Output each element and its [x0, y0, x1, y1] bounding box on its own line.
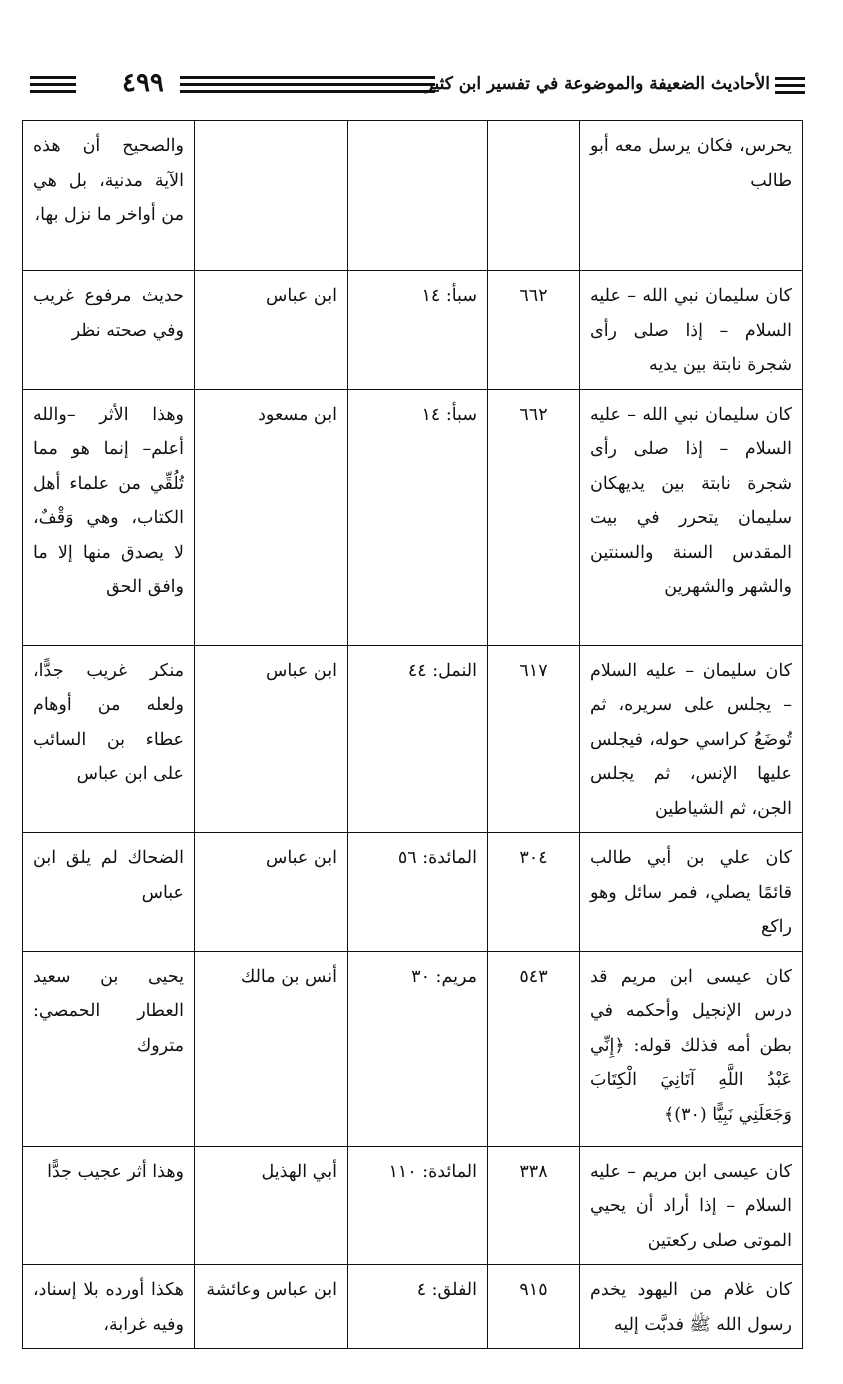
ruling: وهذا الأثر –والله أعلم– إنما هو مما تُلُقِّي من علماء أهل الكتاب، وهي وَقْفٌ، لا يصدق منها إلا ما وافق الحق	[23, 389, 195, 645]
hadith-text: كان غلام من اليهود يخدم رسول الله ﷺ فدبَّت إليه	[580, 1265, 803, 1349]
ruling: هكذا أورده بلا إسناد، وفيه غرابة،	[23, 1265, 195, 1349]
table-row	[23, 1146, 803, 1265]
verse-ref: سبأ: ١٤	[348, 389, 488, 645]
hadith-text: كان عيسى ابن مريم قد درس الإنجيل وأحكمه في بطن أمه فذلك قوله: ﴿إِنِّي عَبْدُ اللَّهِ آتَانِيَ الْكِتَابَ وَجَعَلَنِي نَبِيًّا (٣٠)﴾	[580, 951, 803, 1146]
header-rule	[775, 77, 805, 80]
header-rule	[180, 76, 435, 79]
narrator: ابن عباس وعائشة	[195, 1265, 348, 1349]
hadith-text: يحرس، فكان يرسل معه أبو طالب	[580, 121, 803, 271]
verse-ref: سبأ: ١٤	[348, 271, 488, 390]
table-row	[23, 271, 803, 390]
page-ref: ٣٠٤	[488, 833, 580, 952]
table-row	[23, 121, 803, 271]
page-number: ٤٩٩	[122, 68, 164, 98]
verse-ref: مريم: ٣٠	[348, 951, 488, 1146]
hadith-text: كان سليمان – عليه السلام – يجلس على سريره، ثم تُوضَعُ كراسي حوله، فيجلس عليها الإنس، ثم يجلس الجن، ثم الشياطين	[580, 645, 803, 833]
verse-ref: المائدة: ٥٦	[348, 833, 488, 952]
hadith-text: كان سليمان نبي الله – عليه السلام – إذا صلى رأى شجرة نابتة بين يديهكان سليمان يتحرر في بيت المقدس السنة والسنتين والشهر والشهرين	[580, 389, 803, 645]
ruling: يحيى بن سعيد العطار الحمصي: متروك	[23, 951, 195, 1146]
page-ref: ٦٦٢	[488, 389, 580, 645]
page-ref: ٩١٥	[488, 1265, 580, 1349]
page-header	[30, 66, 805, 106]
ruling: الضحاك لم يلق ابن عباس	[23, 833, 195, 952]
narrator	[195, 121, 348, 271]
header-title: الأحاديث الضعيفة والموضوعة في تفسير ابن كثير	[425, 74, 770, 94]
ruling: منكر غريب جدًّا، ولعله من أوهام عطاء بن السائب على ابن عباس	[23, 645, 195, 833]
table-row	[23, 833, 803, 952]
ruling: وهذا أثر عجيب جدًّا	[23, 1146, 195, 1265]
page-ref	[488, 121, 580, 271]
table-row	[23, 1265, 803, 1349]
header-rule	[30, 76, 76, 79]
page-ref: ٦١٧	[488, 645, 580, 833]
narrator: ابن عباس	[195, 833, 348, 952]
header-rule	[180, 83, 435, 86]
hadith-table	[22, 120, 803, 1349]
page-ref: ٣٣٨	[488, 1146, 580, 1265]
hadith-text: كان عيسى ابن مريم – عليه السلام – إذا أراد أن يحيي الموتى صلى ركعتين	[580, 1146, 803, 1265]
ruling: حديث مرفوع غريب وفي صحته نظر	[23, 271, 195, 390]
narrator: ابن عباس	[195, 271, 348, 390]
narrator: أنس بن مالك	[195, 951, 348, 1146]
header-rule	[775, 84, 805, 87]
table-row	[23, 389, 803, 645]
verse-ref: المائدة: ١١٠	[348, 1146, 488, 1265]
narrator: ابن عباس	[195, 645, 348, 833]
header-rule	[30, 90, 76, 93]
verse-ref	[348, 121, 488, 271]
verse-ref: النمل: ٤٤	[348, 645, 488, 833]
narrator: أبي الهذيل	[195, 1146, 348, 1265]
hadith-text: كان سليمان نبي الله – عليه السلام – إذا صلى رأى شجرة نابتة بين يديه	[580, 271, 803, 390]
page-ref: ٦٦٢	[488, 271, 580, 390]
header-rule	[180, 90, 435, 93]
hadith-text: كان علي بن أبي طالب قائمًا يصلي، فمر سائل وهو راكع	[580, 833, 803, 952]
header-rule	[30, 83, 76, 86]
narrator: ابن مسعود	[195, 389, 348, 645]
verse-ref: الفلق: ٤	[348, 1265, 488, 1349]
header-rule	[775, 91, 805, 94]
page-ref: ٥٤٣	[488, 951, 580, 1146]
table-row	[23, 951, 803, 1146]
table-row	[23, 645, 803, 833]
ruling: والصحيح أن هذه الآية مدنية، بل هي من أواخر ما نزل بها،	[23, 121, 195, 271]
